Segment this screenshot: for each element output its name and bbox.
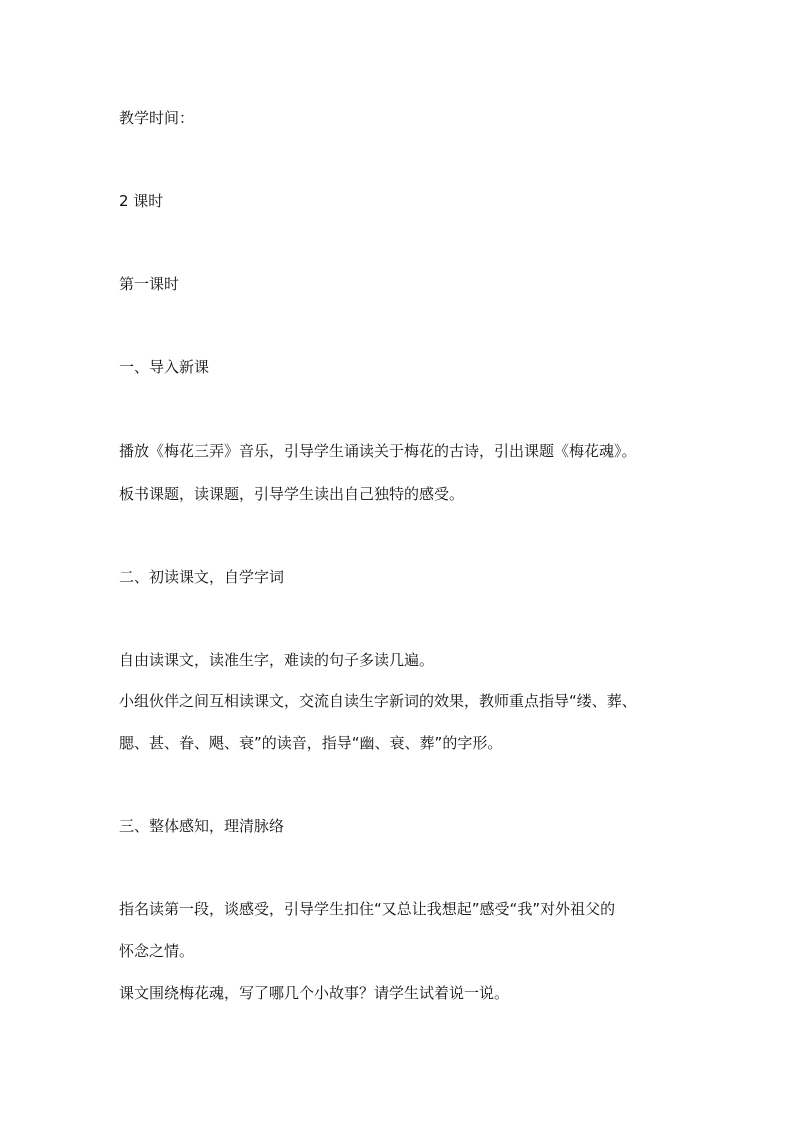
paragraph-line: 指名读第一段，谈感受，引导学生扣住“又总让我想起”感受“我”对外祖父的 bbox=[119, 900, 616, 918]
section-heading-first-reading: 二、初读课文，自学字词 bbox=[119, 568, 285, 586]
section-heading-intro: 一、导入新课 bbox=[119, 358, 210, 376]
paragraph-line: 课文围绕梅花魂，写了哪几个小故事？请学生试着说一说。 bbox=[119, 984, 510, 1002]
paragraph-line: 小组伙伴之间互相读课文，交流自读生字新词的效果，教师重点指导“缕、葬、 bbox=[119, 692, 637, 710]
first-lesson-heading: 第一课时 bbox=[119, 275, 180, 293]
paragraph-line: 板书课题，读课题，引导学生读出自己独特的感受。 bbox=[119, 485, 465, 503]
paragraph-line: 自由读课文，读准生字，难读的句子多读几遍。 bbox=[119, 651, 435, 669]
paragraph-line: 播放《梅花三弄》音乐，引导学生诵读关于梅花的古诗，引出课题《梅花魂》。 bbox=[119, 442, 637, 460]
lesson-count: 2 课时 bbox=[119, 192, 164, 210]
teaching-time-label: 教学时间： bbox=[119, 109, 195, 127]
paragraph-line: 腮、甚、眷、飓、衰”的读音，指导“幽、衰、葬”的字形。 bbox=[119, 734, 503, 752]
section-heading-overall-perception: 三、整体感知，理清脉络 bbox=[119, 817, 285, 835]
paragraph-line: 怀念之情。 bbox=[119, 942, 195, 960]
